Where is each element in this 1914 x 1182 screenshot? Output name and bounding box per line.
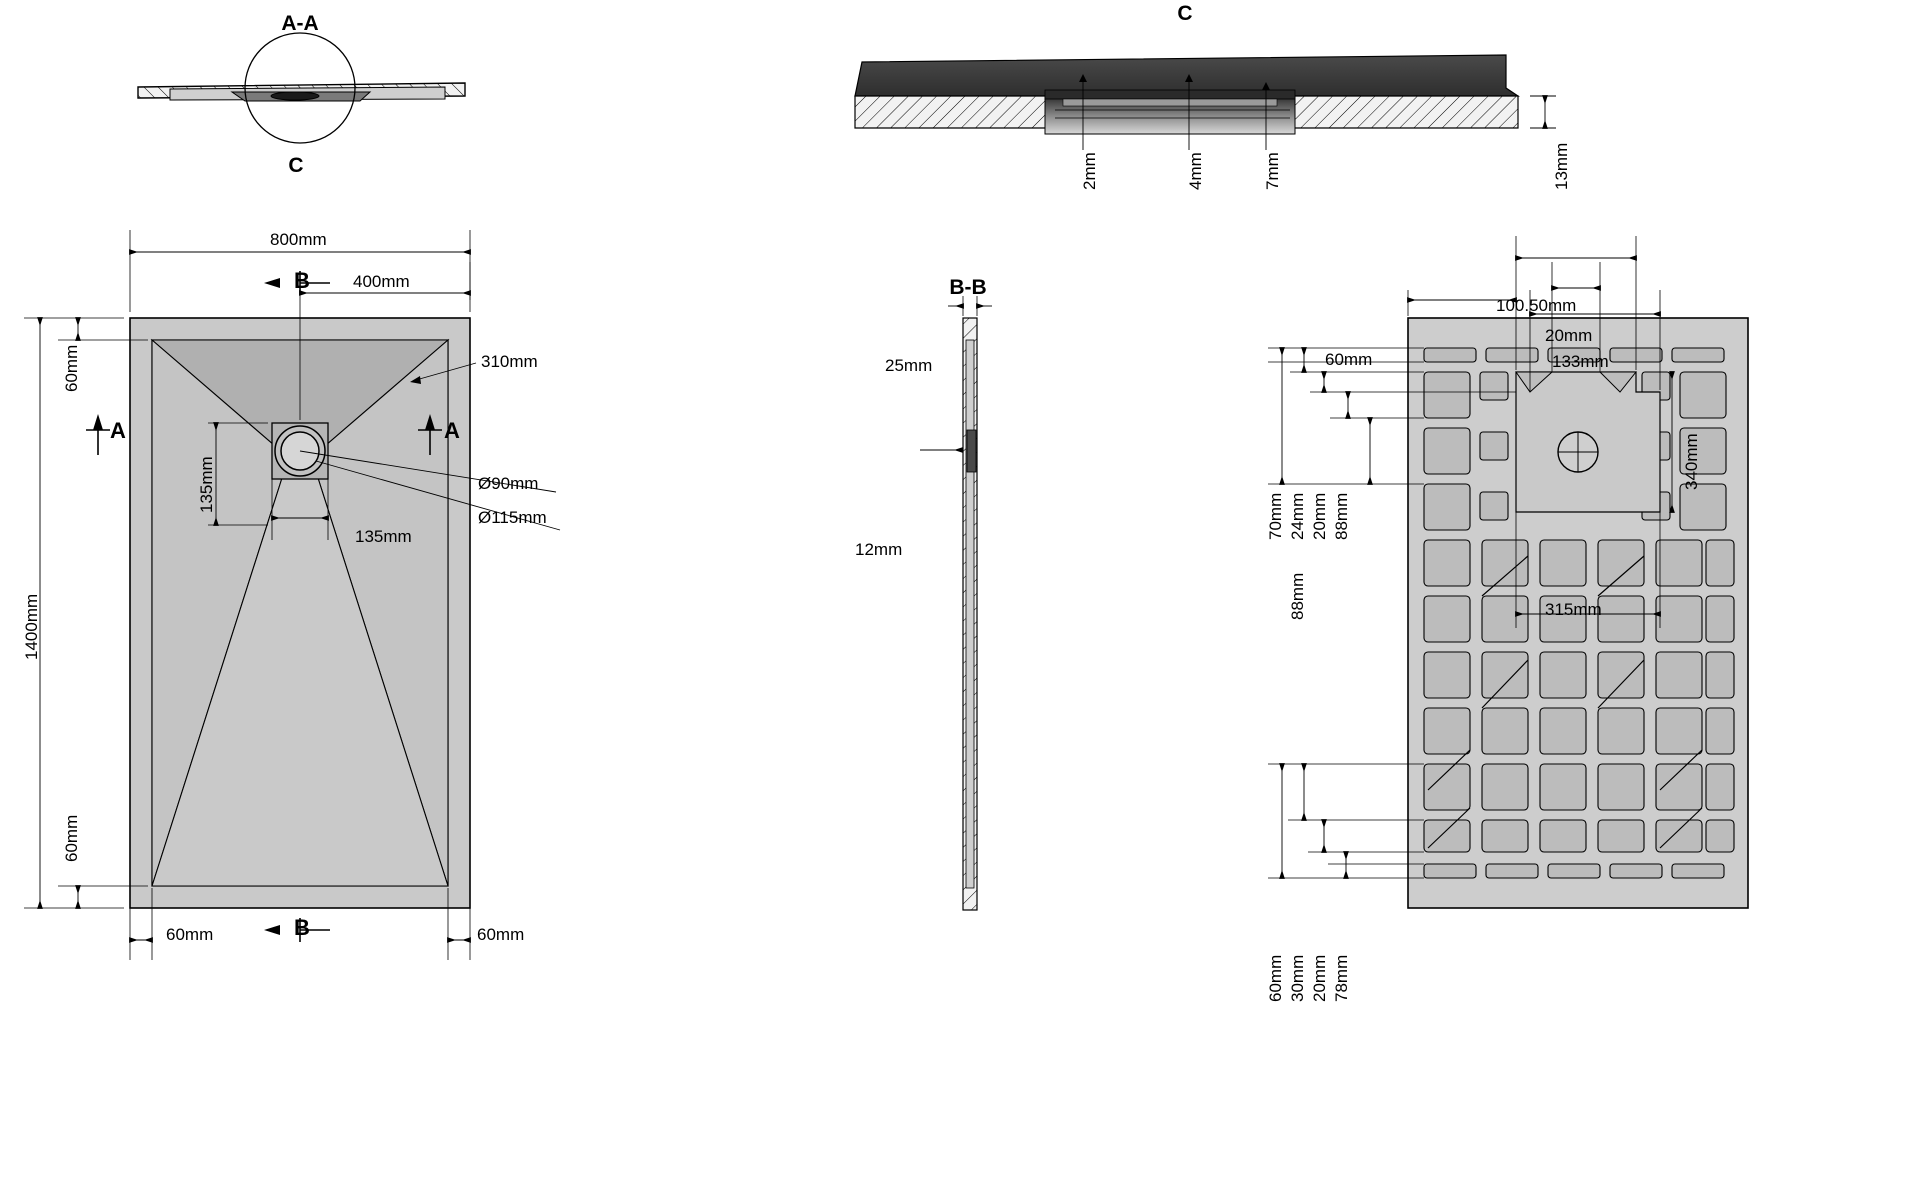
dim-drain-box-h-135mm: 135mm <box>197 456 216 513</box>
view-section-aa <box>138 12 465 177</box>
dim-70mm: 70mm <box>1266 492 1285 540</box>
view-plan-bottom <box>1268 236 1748 908</box>
label-a-a: A-A <box>281 12 319 35</box>
dim-edge-right-60mm: 60mm <box>477 925 525 944</box>
view-plan-top <box>24 230 560 960</box>
dim-drain-box-w-135mm: 135mm <box>355 527 412 546</box>
view-detail-c <box>855 2 1556 150</box>
dim-inner-12mm: 12mm <box>855 540 903 559</box>
dim-thickness-25mm: 25mm <box>885 356 933 375</box>
label-b-b: B-B <box>949 276 987 299</box>
section-marker-b-top: B <box>294 268 310 293</box>
dim-30mm: 30mm <box>1288 954 1307 1002</box>
dim-133mm: 133mm <box>1552 352 1609 371</box>
dim-88mm-a: 88mm <box>1332 492 1351 540</box>
section-marker-a-left: A <box>110 418 126 443</box>
dim-edge-top-60mm: 60mm <box>62 344 81 392</box>
section-marker-b-bottom: B <box>294 915 310 940</box>
dim-340mm: 340mm <box>1682 433 1701 490</box>
label-detail-c-marker: C <box>288 154 304 177</box>
dim-drain-dia-115mm: Ø115mm <box>478 508 547 527</box>
dim-315mm: 315mm <box>1545 600 1602 619</box>
dim-detail-2mm: 2mm <box>1080 152 1099 190</box>
dim-88mm-b: 88mm <box>1288 572 1307 620</box>
dim-60mm-top: 60mm <box>1325 350 1373 369</box>
dim-24mm: 24mm <box>1288 492 1307 540</box>
dim-edge-bottom-60mm: 60mm <box>62 814 81 862</box>
dim-detail-4mm: 4mm <box>1186 152 1205 190</box>
dim-100-50mm: 100.50mm <box>1496 296 1577 315</box>
dim-detail-7mm: 7mm <box>1263 152 1282 190</box>
dim-width-800mm: 800mm <box>270 230 327 249</box>
label-detail-c: C <box>1177 2 1193 25</box>
dim-edge-left-60mm: 60mm <box>166 925 214 944</box>
dim-detail-13mm: 13mm <box>1552 142 1571 190</box>
dim-drain-dia-90mm: Ø90mm <box>478 474 539 493</box>
dim-20mm-top: 20mm <box>1545 326 1593 345</box>
dim-20mm-bottom: 20mm <box>1310 954 1329 1002</box>
dim-60mm-bottom: 60mm <box>1266 954 1285 1002</box>
dim-inner-310mm: 310mm <box>481 352 538 371</box>
dim-20mm-left: 20mm <box>1310 492 1329 540</box>
dim-78mm: 78mm <box>1332 954 1351 1002</box>
dim-height-1400mm: 1400mm <box>22 593 41 660</box>
dim-drain-offset-400mm: 400mm <box>353 272 410 291</box>
section-marker-a-right: A <box>444 418 460 443</box>
